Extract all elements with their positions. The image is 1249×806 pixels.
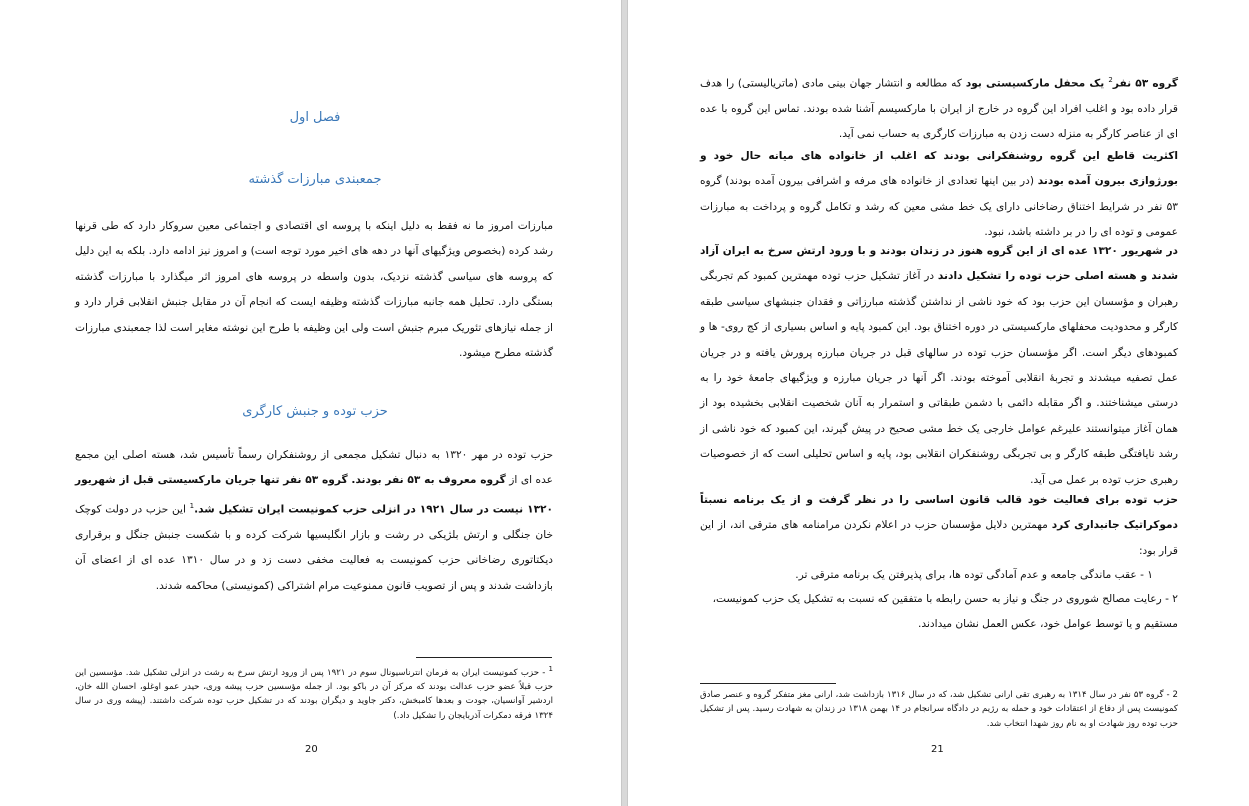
paragraph-past-struggles: مبارزات امروز ما نه فقط به دلیل اینکه با پروسه ای اقتصادی و اجتماعی معین سروکار دارد که طی قرنها رشد کرده (بخصوص ویژگیهای آنها در دهه های اخیر مورد توجه است) و امروز نیز ادامه دارد. بلکه به این دلیل که پروسه های سیاسی گذشته نزدیک، بدون واسطه در پروسه های امروز اثر میگذارد با مبارزات گذشته بستگی دارد. تحلیل همه جانبه مبارزات گذشته وظیفه ایست که انجام آن در مقابل جنبش انقلابی قرار دارد و از جمله نیازهای تئوریک مبرم جنبش است ولی این وظیفه با طرح این نوشته مغایر است لذا جمعبندی مبارزات گذشته مطرح میشود. [75, 220, 553, 360]
footnote [700, 688, 1178, 731]
section-title-tudeh-party: حزب توده و جنبش کارگری [242, 404, 388, 419]
right-page [627, 0, 1249, 806]
paragraph-text: (در بین اینها تعدادی از خانواده های مرفه و اشرافی بیرون آمده بودند) گروه ۵۳ نفر در شرایط اختناق رضاخانی دارای یک خط مشی معین که رشد و تکامل گروه و پرداخت به مبارزات عمومی و توده ای را در بر داشته باشد، نبود. [700, 175, 1178, 239]
paragraph-bold-text: یک محفل مارکسیستی بود [965, 77, 1109, 90]
page-number: 21 [931, 744, 944, 755]
left-page [0, 0, 622, 806]
paragraph-bold-text: حزب توده برای فعالیت خود قالب قانون اساسی را در نظر گرفت و از یک برنامه نسبتاً دموکراتیک جانبداری کرد [700, 494, 1178, 532]
paragraph-shahrivar [700, 239, 1178, 493]
list-item: ۱ - عقب ماندگی جامعه و عدم آمادگی توده ها، برای پذیرفتن یک برنامه مترقی تر. [795, 569, 1153, 581]
chapter-title: فصل اول [289, 110, 341, 125]
paragraph-constitution [700, 488, 1178, 564]
paragraph-text: که مطالعه و انتشار جهان بینی مادی (ماتریالیستی) را هدف قرار داده بود و اغلب افراد این گروه در خارج از ایران با مارکسیسم آشنا شده بودند. تماس این گروه با عده ای از عناصر کارگر به منزله دست زدن به مبارزات کارگری به حساب نمی آید. [700, 77, 1178, 141]
paragraph-tudeh-founding [75, 443, 553, 599]
page-number: 20 [305, 744, 318, 755]
paragraph-bold-text: در شهریور ۱۳۲۰ عده ای از این گروه هنوز در زندان بودند و با ورود ارتش سرخ به ایران آزاد شدند و هسته اصلی حزب توده را تشکیل دادند [700, 245, 1178, 283]
footnote-divider [416, 657, 552, 658]
footnote-ref: 1 [189, 501, 195, 510]
paragraph-text: این حزب در دولت کوچک خان جنگلی و ارتش بلژیکی در رشت و بازار انگلیسیها شرکت کرده و با شکست جنبش جنگل و برقراری دیکتاتوری رضاخانی حزب کمونیست به فعالیت مخفی دست زد و در سال ۱۳۱۰ عده ای از اعضای آن بازداشت شدند و پس از تصویب قانون ممنوعیت مرام اشتراکی (کمونیستی) محاکمه شدند. [75, 503, 553, 592]
paragraph-bold-text: اکثریت قاطع این گروه روشنفکرانی بودند که اغلب از خانواده های میانه حال خود و بورژوازی بیرون آمده بودند [700, 150, 1178, 188]
footnote-text: - گروه ۵۳ نفر در سال ۱۳۱۴ به رهبری تقی ارانی تشکیل شد، که در سال ۱۳۱۶ بازداشت شد، ارانی مغز متفکر گروه و عنصر صادق کمونیست پس از دفاع از اعتقادات خود و حمله به رژیم در دادگاه سرانجام در ۱۴ بهمن ۱۳۱۸ در زندان به شهادت رسید. پس از تشکیل حزب توده روز شهادت او به نام روز شهدا انتخاب شد. [700, 690, 1178, 729]
paragraph-text: حزب توده در مهر ۱۳۲۰ به دنبال تشکیل مجمعی از روشنفکران رسماً تأسیس شد، هسته اصلی این مجمع عده ای از [75, 449, 553, 487]
paragraph-bold-text: گروه ۵۳ نفر [1112, 77, 1178, 90]
paragraph-majority [700, 144, 1178, 246]
section-title-past-struggles: جمعبندی مبارزات گذشته [248, 172, 382, 187]
footnote-text: - حزب کمونیست ایران به فرمان انترناسیونال سوم در ۱۹۲۱ پس از ورود ارتش سرخ به رشت در انزلی تشکیل شد. مؤسسین این حزب قبلاً عضو حزب عدالت بودند که مرکز آن در باکو بود. از جمله مؤسسین حزب پیشه وری، حیدر عمو اوغلو، احسان الله خان، اردشیر آوانسیان، جودت و بعدها کامبخش، دکتر جاوید و دیگران بودند که در تشکیل حزب توده شرکت داشتند. (پیشه وری در سال ۱۳۲۴ فرقه دمکرات آذربایجان را تشکیل داد.) [75, 667, 553, 721]
paragraph-group-53 [700, 68, 1178, 148]
footnote-mark: 1 [548, 665, 553, 673]
paragraph-text: مهمترین دلایل مؤسسان حزب در اعلام نکردن مرامنامه های مترقی اند، از این قرار بود: [700, 519, 1178, 557]
paragraph-bold-text: گروه معروف به ۵۳ نفر بودند. گروه ۵۳ نفر تنها جریان مارکسیستی قبل از شهریور ۱۳۲۰ نیست در سال ۱۹۲۱ در انزلی حزب کمونیست ایران تشکیل شد. [75, 474, 553, 516]
footnote [75, 662, 553, 723]
footnote-divider [700, 683, 836, 684]
footnote-ref: 2 [1108, 76, 1113, 84]
footnote-mark: 2 [1172, 690, 1179, 700]
list-item: ۲ - رعایت مصالح شوروی در جنگ و نیاز به حسن رابطه با متفقین که نسبت به تشکیل یک حزب کمونیست، مستقیم و یا توسط عوامل خود، عکس العمل نشان میدادند. [712, 593, 1178, 630]
paragraph-text: در آغاز تشکیل حزب توده مهمترین کمبود کم تجربگی رهبران و مؤسسان این حزب بود که خود ناشی از نداشتن گذشته مبارزاتی و فقدان جنبشهای سیاسی طبقه کارگر و محدودیت محفلهای مارکسیستی در دوره اختناق بود. این کمبود پایه و اساس بسیاری از کج روی- ها و کمبودهای دیگر است. اگر مؤسسان حزب توده در سالهای قبل در جریان مبارزه پرورش یافته و در جریان عمل تصفیه میشدند و تجربهٔ انقلابی آموخته بودند. اگر آنها در جریان مبارزه و ویژگیهای جامعهٔ خود را به درستی میشناختند. و اگر مقابله دائمی با دشمن طبقاتی و استمرار به آنان شخصیت انقلابی بخشیده بود از همان آغاز میتوانستند علیرغم عوامل خارجی یک خط مشی صحیح در پیش گیرند، این کمبود که خود ناشی از رشد نایافتگی طبقه کارگر و بی تجربگی روشنفکران انقلابی بود، پایه و اساس تحلیلی است که از خصوصیات رهبری حزب توده بر عمل می آید. [700, 270, 1178, 486]
